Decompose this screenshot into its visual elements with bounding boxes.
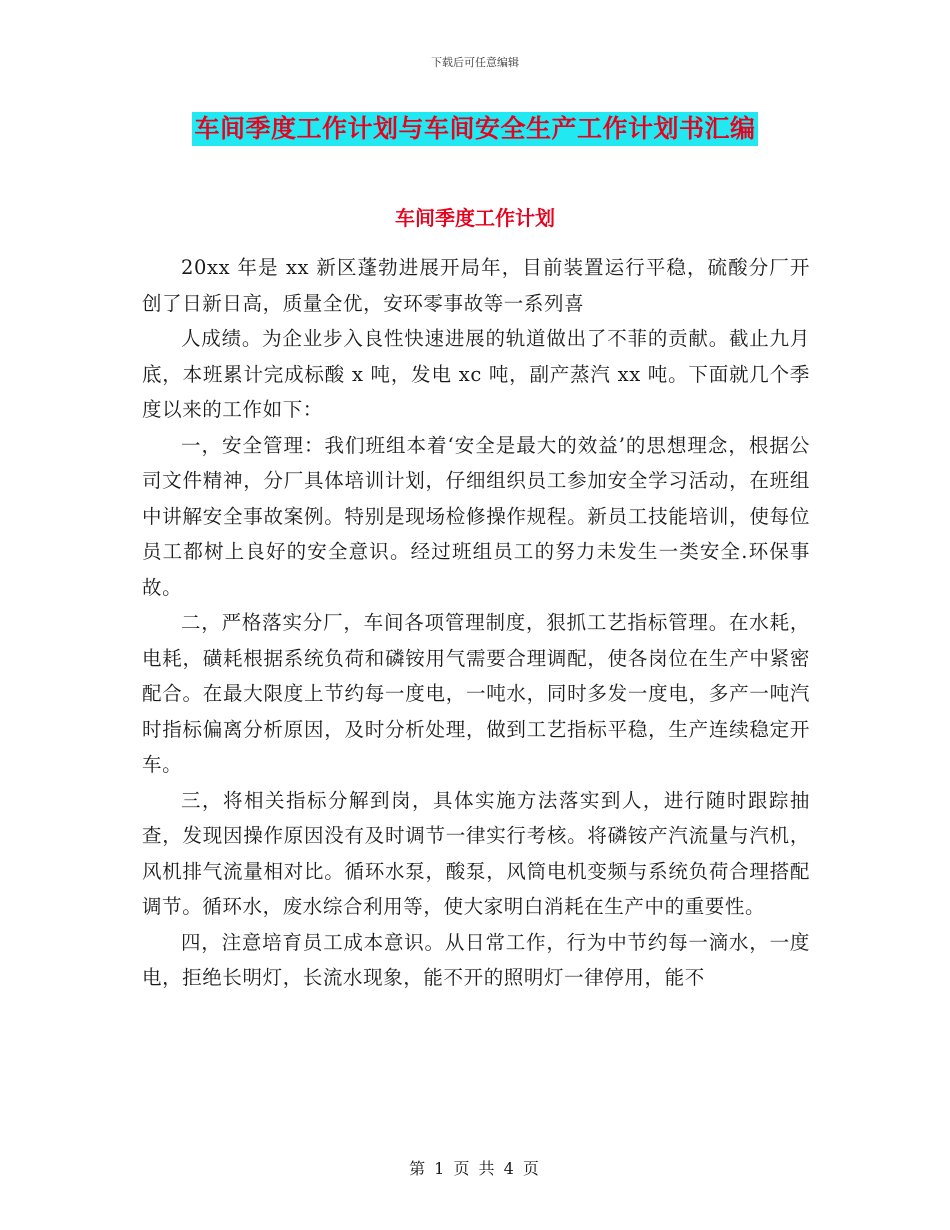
paragraph-safety-management: 一，安全管理：我们班组本着‘安全是最大的效益’的思想理念，根据公司文件精神，分厂具体培训计划，仔细组织员工参加安全学习活动，在班组中讲解安全事故案例。特别是现场检修操作规程。新员工技能培训，使每位员工都树上良好的安全意识。经过班组员工的努力未发生一类安全.环保事故。 xyxy=(142,433,810,599)
document-body xyxy=(142,250,810,996)
page-footer: 第 1 页 共 4 页 xyxy=(409,1159,541,1178)
header-note: 下载后可任意编辑 xyxy=(431,56,519,69)
paragraph-cost-awareness: 四，注意培育员工成本意识。从日常工作，行为中节约每一滴水，一度电，拒绝长明灯，长流水现象，能不开的照明灯一律停用，能不 xyxy=(142,930,810,989)
document-title-wrap xyxy=(0,112,950,146)
document-title: 车间季度工作计划与车间安全生产工作计划书汇编 xyxy=(192,112,757,146)
paragraph-achievements: 人成绩。为企业步入良性快速进展的轨道做出了不菲的贡献。截止九月底，本班累计完成标酸 x 吨，发电 xc 吨，副产蒸汽 xx 吨。下面就几个季度以来的工作如下： xyxy=(142,327,810,421)
paragraph-intro: 20xx 年是 xx 新区蓬勃进展开局年，目前装置运行平稳，硫酸分厂开创了日新日高，质量全优，安环零事故等一系列喜 xyxy=(142,256,810,315)
section-title: 车间季度工作计划 xyxy=(395,206,555,230)
paragraph-process-management: 二，严格落实分厂，车间各项管理制度，狠抓工艺指标管理。在水耗，电耗，磺耗根据系统负荷和磷铵用气需要合理调配，使各岗位在生产中紧密配合。在最大限度上节约每一度电，一吨水，同时多发一度电，多产一吨汽时指标偏离分析原因，及时分析处理，做到工艺指标平稳，生产连续稳定开车。 xyxy=(142,611,810,776)
paragraph-indicator-breakdown: 三，将相关指标分解到岗，具体实施方法落实到人，进行随时跟踪抽查，发现因操作原因没有及时调节一律实行考核。将磷铵产汽流量与汽机，风机排气流量相对比。循环水泵，酸泵，风筒电机变频与系统负荷合理搭配调节。循环水，废水综合利用等，使大家明白消耗在生产中的重要性。 xyxy=(142,788,810,918)
